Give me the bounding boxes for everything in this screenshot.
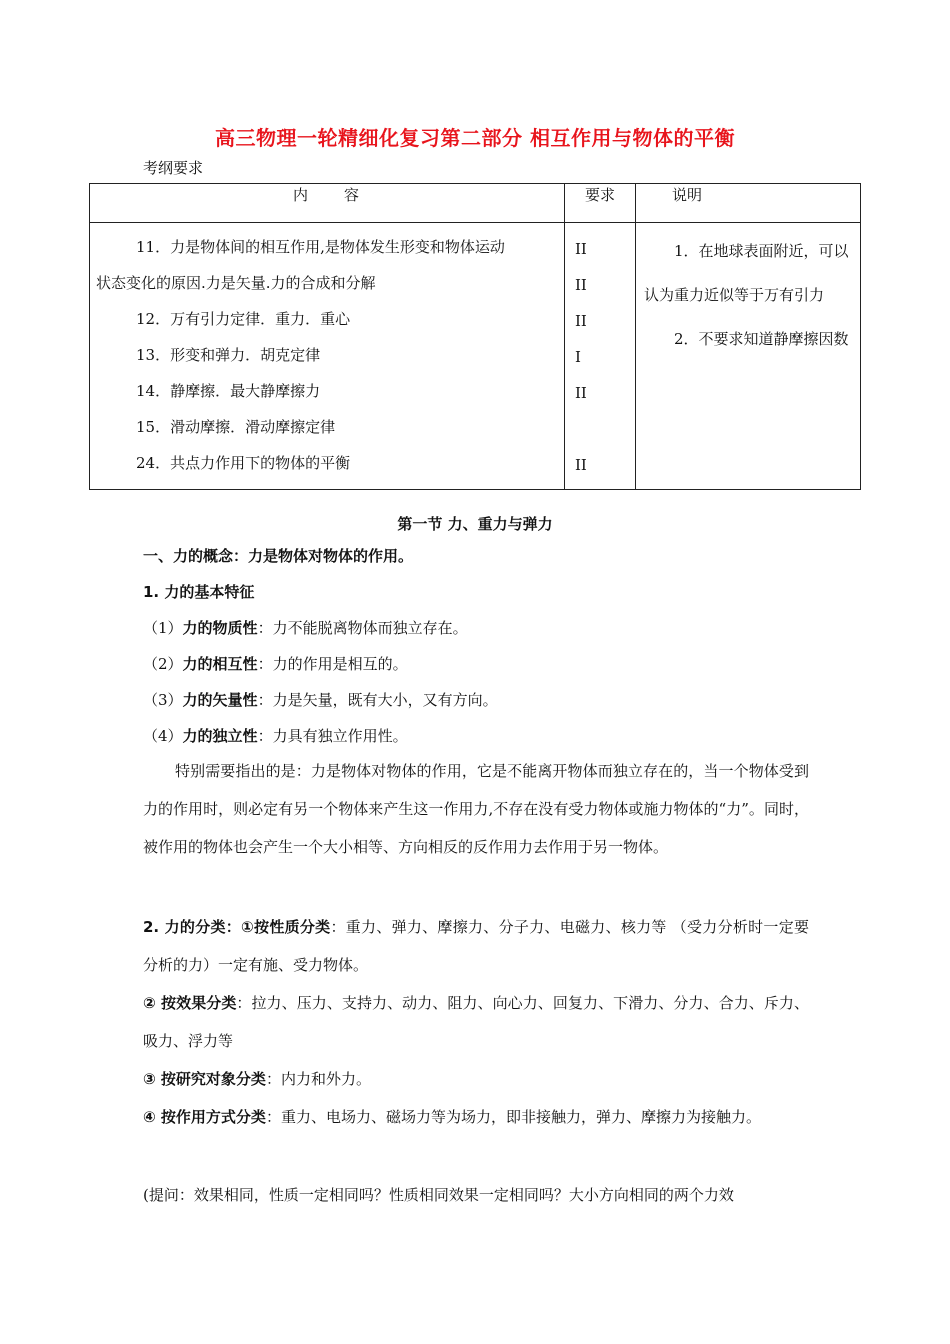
classification-item [143, 1098, 809, 1136]
content-line: 14．静摩擦．最大静摩擦力 [136, 382, 321, 400]
table-header-row [90, 184, 861, 223]
requirement-level: II [575, 384, 587, 402]
feature-number: （2） [143, 655, 183, 673]
feature-term: 力的物质性 [182, 619, 258, 637]
classification-text: ：内力和外力。 [265, 1070, 371, 1088]
syllabus-label: 考纲要求 [143, 159, 204, 177]
note-item: 1．在地球表面附近，可以认为重力近似等于万有引力 [644, 242, 849, 304]
feature-number: （4） [143, 727, 183, 745]
feature-text: ：力的作用是相互的。 [257, 655, 408, 673]
classification-term: ② 按效果分类 [143, 994, 237, 1012]
classification-text: ：重力、弹力、摩擦力、分子力、电磁力、核力等 （受力分析时一定要分析的力）一定有施、受力物体。 [143, 918, 809, 974]
feature-item [143, 653, 809, 674]
note-item: 2．不要求知道静摩擦因数 [674, 330, 849, 348]
feature-item [143, 689, 809, 710]
classification-item [143, 1060, 809, 1098]
classification-text: ：重力、电场力、磁场力等为场力，即非接触力，弹力、摩擦力为接触力。 [265, 1108, 761, 1126]
syllabus-table [89, 183, 861, 490]
features-heading: 1. 力的基本特征 [143, 583, 255, 601]
classification-term: 2. 力的分类：①按性质分类 [143, 918, 331, 936]
section-title: 第一节 力、重力与弹力 [397, 515, 553, 533]
feature-item [143, 725, 809, 746]
classification-term: ④ 按作用方式分类 [143, 1108, 266, 1126]
feature-number: （3） [143, 691, 183, 709]
content-line: 12．万有引力定律．重力．重心 [136, 310, 351, 328]
note-cell [636, 223, 861, 490]
requirement-level: II [575, 456, 587, 474]
feature-text: ：力不能脱离物体而独立存在。 [257, 619, 468, 637]
content-line: 13．形变和弹力．胡克定律 [136, 346, 321, 364]
content-line: 状态变化的原因.力是矢量.力的合成和分解 [96, 274, 376, 292]
concept-heading: 一、力的概念：力是物体对物体的作用。 [143, 547, 414, 565]
feature-term: 力的相互性 [182, 655, 258, 673]
requirement-level: II [575, 312, 587, 330]
table-body-row [90, 223, 861, 490]
page-title: 高三物理一轮精细化复习第二部分 相互作用与物体的平衡 [215, 126, 735, 150]
emphasis-paragraph: 特别需要指出的是：力是物体对物体的作用，它是不能离开物体而独立存在的，当一个物体受到力的作用时，则必定有另一个物体来产生这一作用力,不存在没有受力物体或施力物体的“力”。同时，被作用的物体也会产生一个大小相等、方向相反的反作用力去作用于另一物体。 [143, 762, 809, 856]
header-note: 说明 [636, 184, 861, 223]
feature-text: ：力是矢量，既有大小，又有方向。 [257, 691, 498, 709]
requirement-level: I [575, 348, 581, 366]
classification-text: ：拉力、压力、支持力、动力、阻力、向心力、回复力、下滑力、分力、合力、斥力、吸力、浮力等 [143, 994, 809, 1050]
requirement-cell [565, 223, 636, 490]
feature-term: 力的矢量性 [182, 691, 258, 709]
feature-text: ：力具有独立作用性。 [257, 727, 408, 745]
question-line: (提问：效果相同，性质一定相同吗？性质相同效果一定相同吗？大小方向相同的两个力效 [143, 1186, 734, 1204]
content-cell [90, 223, 565, 490]
requirement-level: II [575, 240, 587, 258]
requirement-level [575, 411, 635, 447]
header-requirement: 要求 [565, 184, 636, 223]
content-line: 15．滑动摩擦．滑动摩擦定律 [136, 418, 336, 436]
feature-number: （1） [143, 619, 183, 637]
feature-item [143, 617, 809, 638]
feature-term: 力的独立性 [182, 727, 258, 745]
requirement-level: II [575, 276, 587, 294]
classification-item [143, 984, 809, 1060]
classification-item [143, 908, 809, 984]
content-line: 24．共点力作用下的物体的平衡 [136, 454, 351, 472]
content-line: 11．力是物体间的相互作用,是物体发生形变和物体运动 [136, 238, 505, 256]
classification-term: ③ 按研究对象分类 [143, 1070, 266, 1088]
header-content: 内 容 [90, 184, 565, 223]
